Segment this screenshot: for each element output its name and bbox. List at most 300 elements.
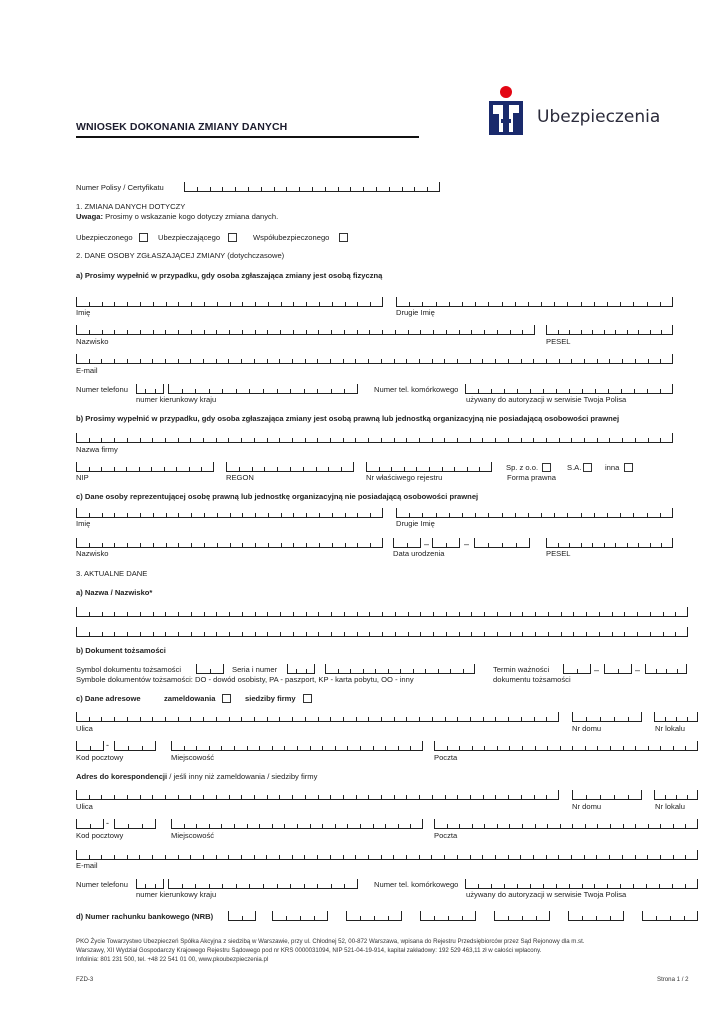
field-cell-divider bbox=[76, 297, 77, 306]
field-cell-divider bbox=[635, 438, 636, 442]
field-cell-divider bbox=[396, 508, 397, 517]
mobile-label: Numer tel. komórkowego bbox=[374, 385, 459, 394]
field-cell-divider bbox=[331, 612, 332, 616]
field-cell-divider bbox=[381, 359, 382, 363]
field-cell-divider bbox=[330, 438, 331, 442]
field-cell-divider bbox=[623, 824, 624, 828]
field-cell-divider bbox=[280, 612, 281, 616]
doc-symbol-field[interactable] bbox=[196, 664, 224, 674]
field-cell-divider bbox=[549, 911, 550, 920]
field-cell-divider bbox=[515, 302, 516, 306]
field-cell-divider bbox=[89, 717, 90, 721]
field-cell-divider bbox=[368, 438, 369, 442]
field-cell-divider bbox=[242, 916, 243, 920]
field-cell-divider bbox=[178, 359, 179, 363]
field-cell-divider bbox=[660, 359, 661, 363]
field-cell-divider bbox=[153, 513, 154, 517]
field-cell-divider bbox=[331, 632, 332, 636]
field-cell-divider bbox=[610, 916, 611, 920]
nrb-group-6-field[interactable] bbox=[568, 911, 624, 921]
doc-series-field[interactable] bbox=[287, 664, 315, 674]
field-cell-divider bbox=[672, 325, 673, 334]
field-cell-divider bbox=[618, 669, 619, 673]
rep-surname-field[interactable] bbox=[76, 538, 383, 548]
field-cell-divider bbox=[153, 330, 154, 334]
field-cell-divider bbox=[432, 438, 433, 442]
nrb-group-2-field[interactable] bbox=[272, 911, 328, 921]
field-cell-divider bbox=[357, 612, 358, 616]
field-cell-divider bbox=[571, 359, 572, 363]
field-cell-divider bbox=[521, 359, 522, 363]
field-cell-divider bbox=[628, 717, 629, 721]
field-cell-divider bbox=[279, 359, 280, 363]
field-cell-divider bbox=[530, 884, 531, 888]
field-cell-divider bbox=[178, 438, 179, 442]
field-cell-divider bbox=[685, 746, 686, 750]
field-cell-divider bbox=[140, 513, 141, 517]
field-cell-divider bbox=[344, 632, 345, 636]
option-insured-checkbox[interactable] bbox=[139, 233, 148, 242]
field-cell-divider bbox=[394, 359, 395, 363]
field-cell-divider bbox=[612, 632, 613, 636]
field-cell-divider bbox=[128, 746, 129, 750]
field-cell-divider bbox=[406, 717, 407, 721]
field-cell-divider bbox=[267, 795, 268, 799]
field-cell-divider bbox=[221, 824, 222, 828]
field-cell-divider bbox=[292, 438, 293, 442]
legal-form-sa-checkbox[interactable] bbox=[583, 463, 592, 472]
address-company-seat-checkbox[interactable] bbox=[303, 694, 312, 703]
corr-house-number-field[interactable] bbox=[572, 790, 642, 800]
field-cell-divider bbox=[432, 538, 433, 547]
field-cell-divider bbox=[471, 612, 472, 616]
field-cell-divider bbox=[369, 612, 370, 616]
field-cell-divider bbox=[221, 746, 222, 750]
field-cell-divider bbox=[345, 302, 346, 306]
field-cell-divider bbox=[247, 824, 248, 828]
field-cell-divider bbox=[484, 330, 485, 334]
field-cell-divider bbox=[241, 359, 242, 363]
field-cell-divider bbox=[648, 359, 649, 363]
field-cell-divider bbox=[229, 612, 230, 616]
field-cell-divider bbox=[204, 513, 205, 517]
field-cell-divider bbox=[76, 325, 77, 334]
field-cell-divider bbox=[684, 916, 685, 920]
field-cell-divider bbox=[673, 746, 674, 750]
field-cell-divider bbox=[642, 911, 643, 920]
field-cell-divider bbox=[216, 795, 217, 799]
field-cell-divider bbox=[279, 438, 280, 442]
legal-form-llc-checkbox[interactable] bbox=[542, 463, 551, 472]
field-cell-divider bbox=[472, 824, 473, 828]
field-cell-divider bbox=[530, 389, 531, 393]
corr-mobile-note: używany do autoryzacji w serwisie Twoja Polisa bbox=[466, 890, 627, 899]
nip-field[interactable] bbox=[76, 462, 214, 472]
field-cell-divider bbox=[463, 669, 464, 673]
nrb-group-5-field[interactable] bbox=[494, 911, 550, 921]
field-cell-divider bbox=[495, 717, 496, 721]
field-cell-divider bbox=[370, 543, 371, 547]
field-cell-divider bbox=[242, 543, 243, 547]
field-cell-divider bbox=[407, 543, 408, 547]
field-cell-divider bbox=[178, 543, 179, 547]
field-cell-divider bbox=[114, 467, 115, 471]
field-cell-divider bbox=[610, 824, 611, 828]
doc-symbols-note: Symbole dokumentów tożsamości: DO - dowód osobisty, PA - paszport, KP - karta pobytu, OO - inny bbox=[76, 675, 414, 684]
doc-number-field[interactable] bbox=[325, 664, 475, 674]
field-cell-divider bbox=[347, 746, 348, 750]
option-insured-label: Ubezpieczonego bbox=[76, 233, 133, 242]
field-cell-divider bbox=[675, 632, 676, 636]
field-cell-divider bbox=[382, 612, 383, 616]
field-cell-divider bbox=[369, 632, 370, 636]
field-cell-divider bbox=[178, 855, 179, 859]
second-name-field[interactable] bbox=[396, 297, 673, 307]
field-cell-divider bbox=[697, 712, 698, 721]
field-cell-divider bbox=[436, 513, 437, 517]
mobile-field[interactable] bbox=[465, 384, 673, 394]
corr-post-office-field[interactable] bbox=[434, 819, 698, 829]
form-title: WNIOSEK DOKONANIA ZMIANY DANYCH bbox=[76, 121, 288, 133]
field-cell-divider bbox=[394, 795, 395, 799]
field-cell-divider bbox=[356, 717, 357, 721]
post-office-field[interactable] bbox=[434, 741, 698, 751]
field-cell-divider bbox=[355, 359, 356, 363]
field-cell-divider bbox=[497, 330, 498, 334]
doc-validity-year-field[interactable] bbox=[645, 664, 687, 674]
field-cell-divider bbox=[127, 438, 128, 442]
section2b-heading: b) Prosimy wypełnić w przypadku, gdy osoba zgłaszająca zmiany jest osobą prawną lub jednostką organizacyjną nie posiadającą osobowości prawnej bbox=[76, 414, 620, 423]
field-cell-divider bbox=[330, 359, 331, 363]
field-cell-divider bbox=[535, 612, 536, 616]
field-cell-divider bbox=[350, 669, 351, 673]
field-cell-divider bbox=[281, 543, 282, 547]
field-cell-divider bbox=[420, 911, 421, 920]
field-cell-divider bbox=[328, 467, 329, 471]
corr-postcode-suffix-field[interactable] bbox=[114, 819, 156, 829]
field-cell-divider bbox=[153, 612, 154, 616]
field-cell-divider bbox=[114, 543, 115, 547]
field-cell-divider bbox=[522, 612, 523, 616]
field-cell-divider bbox=[366, 462, 367, 471]
field-cell-divider bbox=[427, 187, 428, 191]
field-cell-divider bbox=[318, 632, 319, 636]
field-cell-divider bbox=[145, 389, 146, 393]
field-cell-divider bbox=[345, 513, 346, 517]
field-cell-divider bbox=[76, 508, 77, 517]
field-cell-divider bbox=[673, 824, 674, 828]
field-cell-divider bbox=[685, 884, 686, 888]
registry-number-field[interactable] bbox=[366, 462, 492, 472]
field-cell-divider bbox=[165, 795, 166, 799]
field-cell-divider bbox=[203, 855, 204, 859]
field-cell-divider bbox=[216, 612, 217, 616]
field-cell-divider bbox=[572, 790, 573, 799]
field-cell-divider bbox=[317, 884, 318, 888]
field-cell-divider bbox=[268, 543, 269, 547]
field-cell-divider bbox=[184, 182, 185, 191]
field-cell-divider bbox=[445, 717, 446, 721]
field-cell-divider bbox=[637, 612, 638, 616]
field-cell-divider bbox=[140, 330, 141, 334]
company-name-label: Nazwa firmy bbox=[76, 445, 118, 454]
field-cell-divider bbox=[330, 855, 331, 859]
field-cell-divider bbox=[241, 795, 242, 799]
field-cell-divider bbox=[597, 359, 598, 363]
field-cell-divider bbox=[419, 795, 420, 799]
company-name-field[interactable] bbox=[76, 433, 673, 443]
field-cell-divider bbox=[634, 389, 635, 393]
field-cell-divider bbox=[209, 824, 210, 828]
field-cell-divider bbox=[139, 467, 140, 471]
field-cell-divider bbox=[76, 433, 77, 442]
field-cell-divider bbox=[263, 884, 264, 888]
field-cell-divider bbox=[306, 632, 307, 636]
field-cell-divider bbox=[89, 795, 90, 799]
field-cell-divider bbox=[596, 855, 597, 859]
field-cell-divider bbox=[627, 330, 628, 334]
field-cell-divider bbox=[184, 824, 185, 828]
field-cell-divider bbox=[609, 438, 610, 442]
field-cell-divider bbox=[317, 855, 318, 859]
field-cell-divider bbox=[204, 302, 205, 306]
rep-pesel-field[interactable] bbox=[546, 538, 673, 548]
field-cell-divider bbox=[360, 916, 361, 920]
field-cell-divider bbox=[306, 330, 307, 334]
field-cell-divider bbox=[673, 855, 674, 859]
nrb-group-7-field[interactable] bbox=[642, 911, 698, 921]
field-cell-divider bbox=[114, 359, 115, 363]
field-cell-divider bbox=[360, 824, 361, 828]
phone-area-code-field[interactable] bbox=[136, 384, 164, 394]
corr-city-field[interactable] bbox=[171, 819, 423, 829]
field-cell-divider bbox=[581, 302, 582, 306]
field-cell-divider bbox=[216, 632, 217, 636]
area-code-label: numer kierunkowy kraju bbox=[136, 395, 217, 404]
field-cell-divider bbox=[332, 513, 333, 517]
field-cell-divider bbox=[127, 612, 128, 616]
field-cell-divider bbox=[388, 916, 389, 920]
field-cell-divider bbox=[594, 513, 595, 517]
field-cell-divider bbox=[459, 746, 460, 750]
field-cell-divider bbox=[406, 438, 407, 442]
field-cell-divider bbox=[281, 302, 282, 306]
city-field[interactable] bbox=[171, 741, 423, 751]
field-cell-divider bbox=[142, 824, 143, 828]
field-cell-divider bbox=[332, 543, 333, 547]
field-cell-divider bbox=[304, 884, 305, 888]
surname-field[interactable] bbox=[76, 325, 535, 335]
field-cell-divider bbox=[408, 632, 409, 636]
corr-postcode-separator: - bbox=[106, 818, 109, 828]
field-cell-divider bbox=[165, 359, 166, 363]
option-policyholder-checkbox[interactable] bbox=[228, 233, 237, 242]
field-cell-divider bbox=[381, 855, 382, 859]
corr-area-code-label: numer kierunkowy kraju bbox=[136, 890, 217, 899]
doc-validity-day-field[interactable] bbox=[563, 664, 591, 674]
birth-month-field[interactable] bbox=[432, 538, 460, 548]
pesel-field[interactable] bbox=[546, 325, 673, 335]
email-field[interactable] bbox=[76, 354, 673, 364]
field-cell-divider bbox=[607, 884, 608, 888]
field-cell-divider bbox=[229, 632, 230, 636]
field-cell-divider bbox=[497, 612, 498, 616]
field-cell-divider bbox=[229, 795, 230, 799]
field-cell-divider bbox=[191, 612, 192, 616]
field-cell-divider bbox=[641, 790, 642, 799]
section3b-heading: b) Dokument tożsamości bbox=[76, 646, 166, 655]
field-cell-divider bbox=[140, 302, 141, 306]
field-cell-divider bbox=[382, 297, 383, 306]
field-cell-divider bbox=[191, 330, 192, 334]
flat-number-field[interactable] bbox=[654, 712, 698, 722]
field-cell-divider bbox=[586, 612, 587, 616]
field-cell-divider bbox=[459, 330, 460, 334]
field-cell-divider bbox=[89, 302, 90, 306]
field-cell-divider bbox=[432, 717, 433, 721]
field-cell-divider bbox=[344, 330, 345, 334]
phone-number-field[interactable] bbox=[168, 384, 358, 394]
field-cell-divider bbox=[622, 855, 623, 859]
field-cell-divider bbox=[446, 612, 447, 616]
field-cell-divider bbox=[279, 855, 280, 859]
field-cell-divider bbox=[457, 438, 458, 442]
corr-email-label: E-mail bbox=[76, 861, 98, 870]
rep-second-name-field[interactable] bbox=[396, 508, 673, 518]
field-cell-divider bbox=[369, 330, 370, 334]
option-coinsured-checkbox[interactable] bbox=[339, 233, 348, 242]
city-label: Miejscowość bbox=[171, 753, 215, 762]
field-cell-divider bbox=[697, 790, 698, 799]
field-cell-divider bbox=[646, 884, 647, 888]
doc-validity-month-field[interactable] bbox=[604, 664, 632, 674]
field-cell-divider bbox=[672, 538, 673, 547]
nrb-group-1-field[interactable] bbox=[228, 911, 256, 921]
field-cell-divider bbox=[450, 669, 451, 673]
field-cell-divider bbox=[497, 632, 498, 636]
field-cell-divider bbox=[292, 717, 293, 721]
field-cell-divider bbox=[447, 746, 448, 750]
corr-email-field[interactable] bbox=[76, 850, 698, 860]
field-cell-divider bbox=[687, 795, 688, 799]
field-cell-divider bbox=[279, 717, 280, 721]
corr-postcode-prefix-field[interactable] bbox=[76, 819, 104, 829]
field-cell-divider bbox=[584, 359, 585, 363]
field-cell-divider bbox=[581, 330, 582, 334]
field-cell-divider bbox=[228, 359, 229, 363]
field-cell-divider bbox=[114, 741, 115, 750]
field-cell-divider bbox=[687, 627, 688, 636]
pesel-label: PESEL bbox=[546, 337, 571, 346]
field-cell-divider bbox=[414, 187, 415, 191]
field-cell-divider bbox=[534, 325, 535, 334]
legal-form-other-checkbox[interactable] bbox=[624, 463, 633, 472]
postcode-prefix-field[interactable] bbox=[76, 741, 104, 751]
postcode-suffix-field[interactable] bbox=[114, 741, 156, 751]
nrb-group-4-field[interactable] bbox=[420, 911, 476, 921]
field-cell-divider bbox=[184, 746, 185, 750]
rep-first-name-field[interactable] bbox=[76, 508, 383, 518]
footer-contact-line: Infolinia: 801 231 500, tel. +48 22 541 01 00, www.pkoubezpieczenia.pl bbox=[76, 956, 269, 963]
field-cell-divider bbox=[546, 538, 547, 547]
field-cell-divider bbox=[373, 824, 374, 828]
corr-phone-number-field[interactable] bbox=[168, 879, 358, 889]
field-cell-divider bbox=[577, 669, 578, 673]
birth-year-field[interactable] bbox=[474, 538, 530, 548]
policy-number-field[interactable] bbox=[184, 182, 440, 192]
field-cell-divider bbox=[556, 884, 557, 888]
field-cell-divider bbox=[385, 746, 386, 750]
field-cell-divider bbox=[357, 384, 358, 393]
option-policyholder-label: Ubezpieczającego bbox=[158, 233, 221, 242]
field-cell-divider bbox=[102, 612, 103, 616]
field-cell-divider bbox=[357, 879, 358, 888]
field-cell-divider bbox=[395, 612, 396, 616]
address-registered-checkbox[interactable] bbox=[222, 694, 231, 703]
new-name-field-1[interactable] bbox=[76, 607, 688, 617]
field-cell-divider bbox=[300, 916, 301, 920]
field-cell-divider bbox=[590, 664, 591, 673]
field-cell-divider bbox=[422, 513, 423, 517]
street-field[interactable] bbox=[76, 712, 559, 722]
first-name-field[interactable] bbox=[76, 297, 383, 307]
field-cell-divider bbox=[582, 884, 583, 888]
field-cell-divider bbox=[343, 438, 344, 442]
doc-validity-label: Termin ważności bbox=[493, 665, 550, 674]
field-cell-divider bbox=[422, 819, 423, 828]
field-cell-divider bbox=[76, 850, 77, 859]
house-number-field[interactable] bbox=[572, 712, 642, 722]
validity-date-separator: – bbox=[635, 665, 641, 675]
field-cell-divider bbox=[572, 712, 573, 721]
new-name-field-2[interactable] bbox=[76, 627, 688, 637]
field-cell-divider bbox=[638, 543, 639, 547]
field-cell-divider bbox=[178, 632, 179, 636]
field-cell-divider bbox=[470, 359, 471, 363]
field-cell-divider bbox=[316, 467, 317, 471]
field-cell-divider bbox=[306, 543, 307, 547]
field-cell-divider bbox=[292, 359, 293, 363]
field-cell-divider bbox=[242, 632, 243, 636]
birth-date-separator: – bbox=[424, 539, 430, 549]
birth-day-field[interactable] bbox=[393, 538, 421, 548]
regon-field[interactable] bbox=[226, 462, 354, 472]
corr-mobile-field[interactable] bbox=[465, 879, 698, 889]
field-cell-divider bbox=[190, 717, 191, 721]
corr-phone-area-code-field[interactable] bbox=[136, 879, 164, 889]
field-cell-divider bbox=[368, 359, 369, 363]
field-cell-divider bbox=[422, 302, 423, 306]
corr-flat-number-field[interactable] bbox=[654, 790, 698, 800]
field-cell-divider bbox=[560, 746, 561, 750]
field-cell-divider bbox=[306, 513, 307, 517]
field-cell-divider bbox=[522, 746, 523, 750]
field-cell-divider bbox=[114, 855, 115, 859]
field-cell-divider bbox=[614, 795, 615, 799]
field-cell-divider bbox=[442, 467, 443, 471]
field-cell-divider bbox=[536, 916, 537, 920]
field-cell-divider bbox=[395, 632, 396, 636]
rep-surname-label: Nazwisko bbox=[76, 549, 109, 558]
field-cell-divider bbox=[204, 632, 205, 636]
corr-street-field[interactable] bbox=[76, 790, 559, 800]
corr-flat-number-label: Nr lokalu bbox=[655, 802, 685, 811]
nrb-group-3-field[interactable] bbox=[346, 911, 402, 921]
field-cell-divider bbox=[633, 884, 634, 888]
field-cell-divider bbox=[635, 824, 636, 828]
field-cell-divider bbox=[373, 746, 374, 750]
field-cell-divider bbox=[508, 916, 509, 920]
